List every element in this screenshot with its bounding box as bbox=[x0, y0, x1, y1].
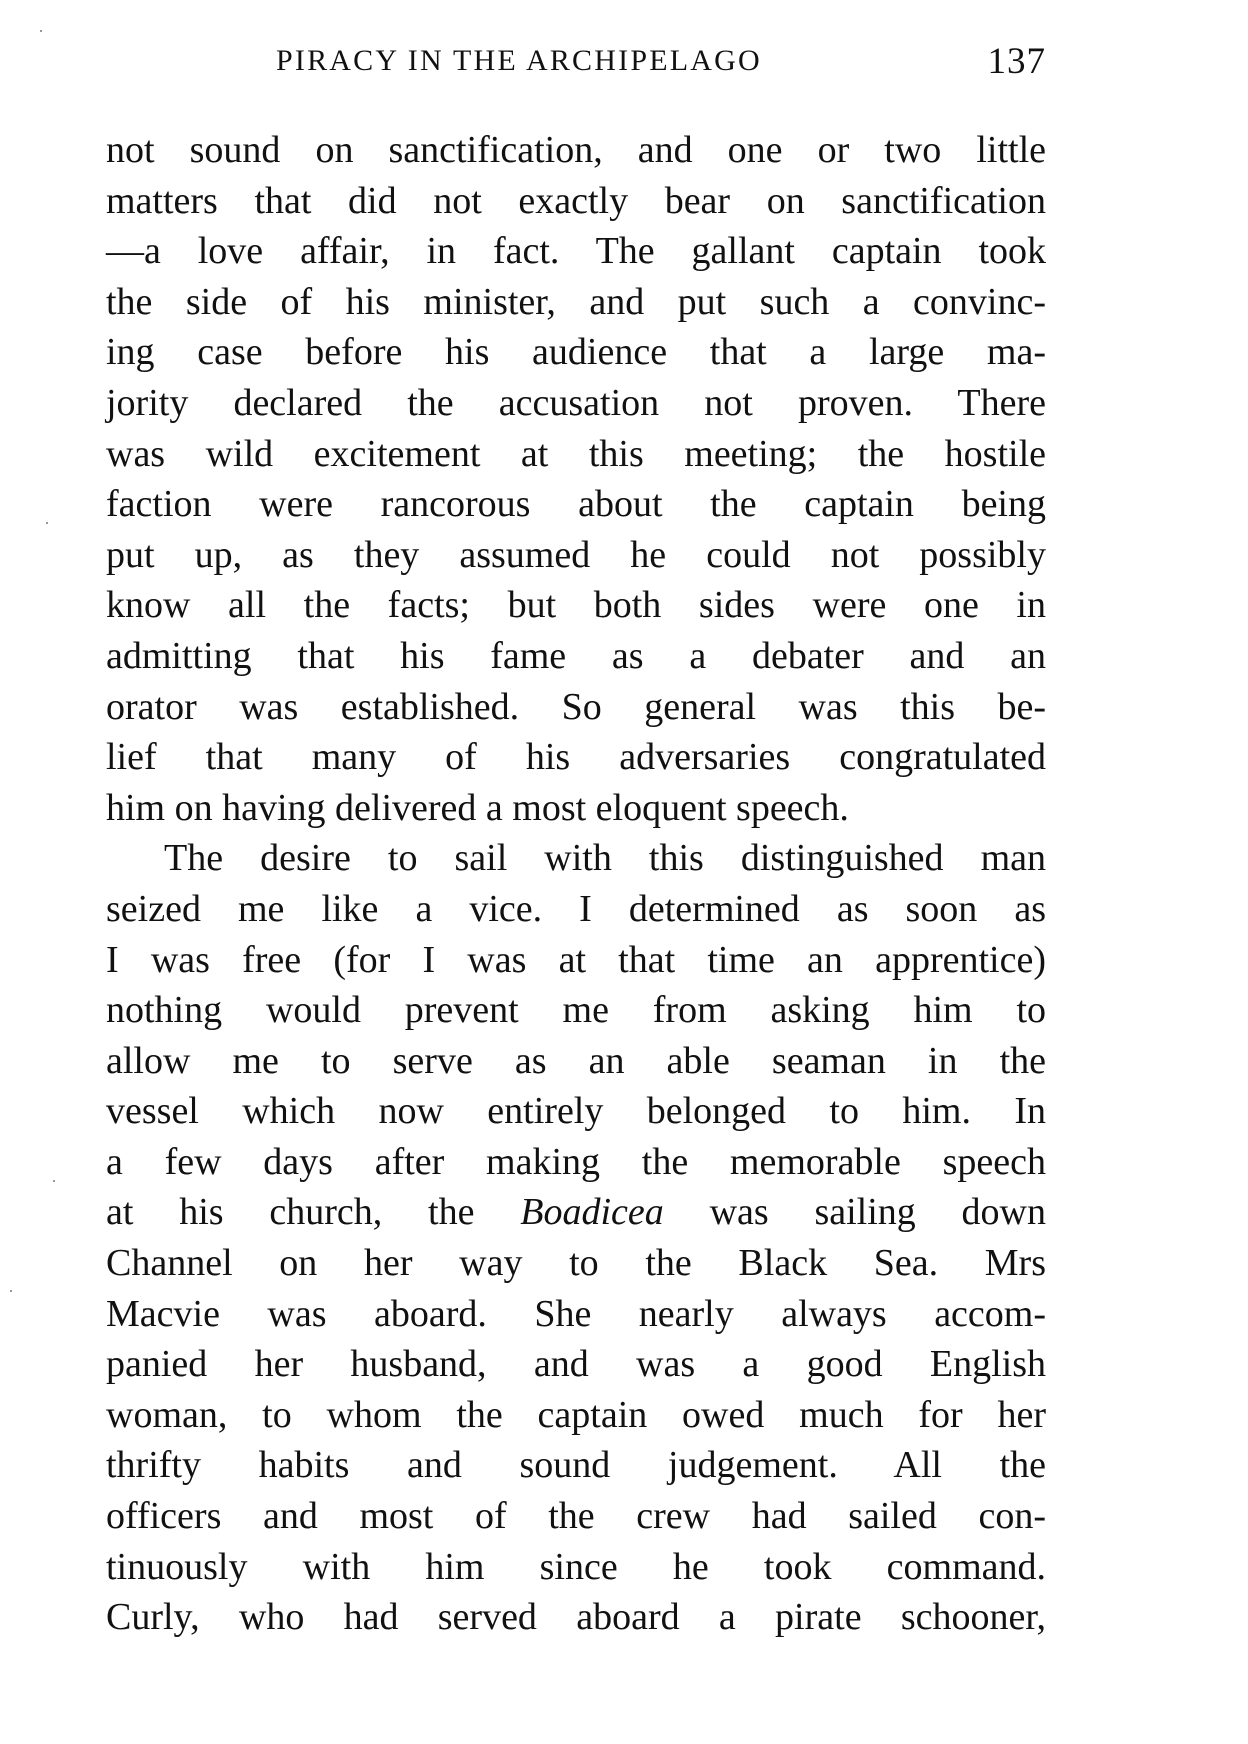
paragraph-start-line: The desire to sail with this distinguished man bbox=[164, 837, 1046, 880]
paragraph-end-line: him on having delivered a most eloquent speech. bbox=[106, 786, 849, 829]
text-line: panied her husband, and was a good English bbox=[106, 1343, 1046, 1386]
text-line: jority declared the accusation not proven. There bbox=[106, 381, 1046, 424]
paper-speck bbox=[53, 1180, 55, 1182]
text-line: orator was established. So general was this be- bbox=[106, 685, 1046, 728]
paper-speck bbox=[46, 522, 48, 524]
text-line: was wild excitement at this meeting; the hostile bbox=[106, 432, 1046, 475]
text-line: Curly, who had served aboard a pirate schooner, bbox=[106, 1596, 1046, 1639]
text-line: ing case before his audience that a large ma- bbox=[106, 331, 1046, 374]
text-line: officers and most of the crew had sailed con- bbox=[106, 1495, 1046, 1538]
paper-speck bbox=[40, 30, 42, 32]
text-line: Macvie was aboard. She nearly always accom- bbox=[106, 1292, 1046, 1335]
paper-speck bbox=[10, 1290, 12, 1292]
text-line: allow me to serve as an able seaman in the bbox=[106, 1039, 1046, 1082]
text-line: know all the facts; but both sides were one in bbox=[106, 584, 1046, 627]
text-line-with-ship-name bbox=[106, 1187, 1046, 1238]
text-segment: at his church, the bbox=[106, 1191, 475, 1234]
text-line: vessel which now entirely belonged to him. In bbox=[106, 1090, 1046, 1133]
text-line: lief that many of his adversaries congratulated bbox=[106, 736, 1046, 779]
ship-name: Boadicea bbox=[520, 1191, 664, 1234]
text-line: seized me like a vice. I determined as soon as bbox=[106, 887, 1046, 930]
text-line: matters that did not exactly bear on sanctification bbox=[106, 179, 1046, 222]
running-title: PIRACY IN THE ARCHIPELAGO bbox=[276, 44, 762, 77]
text-line: not sound on sanctification, and one or two little bbox=[106, 129, 1046, 171]
text-line: thrifty habits and sound judgement. All the bbox=[106, 1444, 1046, 1487]
text-segment: was sailing down bbox=[709, 1191, 1047, 1234]
text-line: put up, as they assumed he could not possibly bbox=[106, 533, 1046, 576]
text-line: nothing would prevent me from asking him to bbox=[106, 989, 1046, 1032]
page-number: 137 bbox=[987, 41, 1046, 82]
text-line: a few days after making the memorable speech bbox=[106, 1140, 1046, 1183]
text-line: I was free (for I was at that time an apprentice) bbox=[106, 938, 1046, 981]
text-line: tinuously with him since he took command. bbox=[106, 1545, 1046, 1588]
text-line: the side of his minister, and put such a convinc- bbox=[106, 280, 1046, 323]
running-head bbox=[106, 40, 1046, 90]
text-line: —a love affair, in fact. The gallant captain took bbox=[106, 230, 1046, 273]
text-line: Channel on her way to the Black Sea. Mrs bbox=[106, 1242, 1046, 1285]
text-line: admitting that his fame as a debater and an bbox=[106, 634, 1046, 677]
text-line: woman, to whom the captain owed much for her bbox=[106, 1393, 1046, 1436]
body-text bbox=[106, 125, 1046, 1643]
text-line: faction were rancorous about the captain being bbox=[106, 483, 1046, 526]
